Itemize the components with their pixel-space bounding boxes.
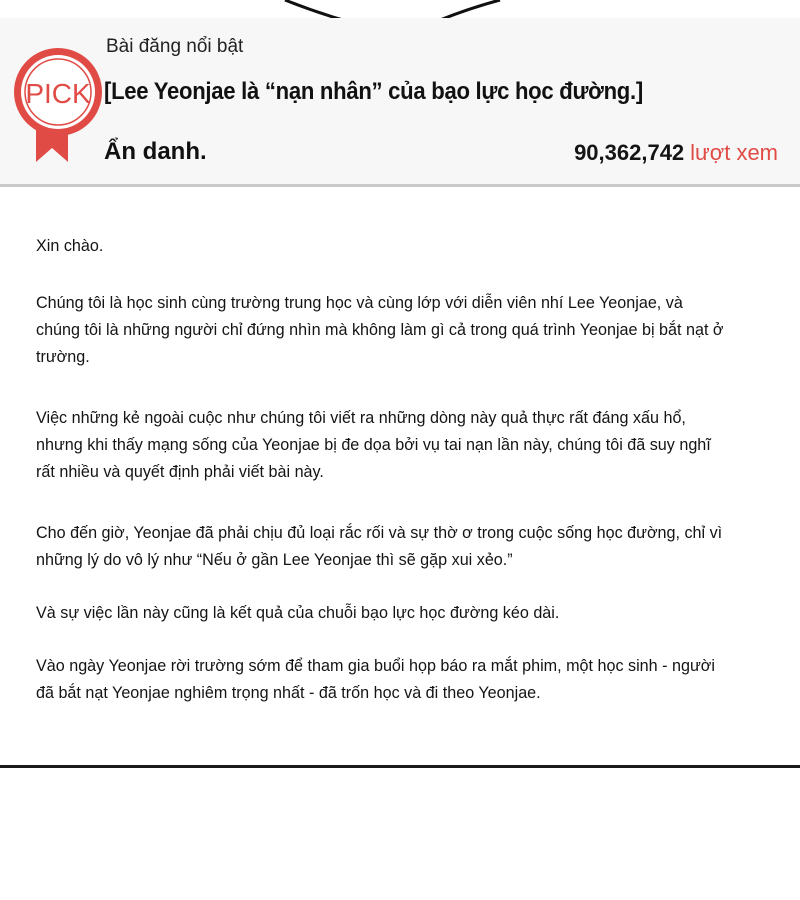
view-counter: [574, 140, 778, 166]
body-paragraph-2: Việc những kẻ ngoài cuộc như chúng tôi viết ra những dòng này quả thực rất đáng xấu hổ, nhưng khi thấy mạng sống của Yeonjae bị đe dọa bởi vụ tai nạn lần này, chúng tôi đã suy nghĩ rất nhiều và quyết định phải viết bài này.: [36, 408, 711, 481]
panel-border-line: [0, 765, 800, 768]
body-paragraph-4: Và sự việc lần này cũng là kết quả của chuỗi bạo lực học đường kéo dài.: [36, 603, 560, 622]
view-count: 90,362,742: [574, 140, 685, 165]
post-body: [36, 232, 730, 706]
body-paragraph-1: Chúng tôi là học sinh cùng trường trung học và cùng lớp với diễn viên nhí Lee Yeonjae, và chúng tôi là những người chỉ đứng nhìn mà không làm gì cả trong quá trình Yeonjae bị bắt nạt ở trường.: [36, 293, 724, 366]
pick-badge-text: PICK: [25, 78, 91, 109]
featured-label: Bài đăng nổi bật: [106, 36, 244, 57]
pick-ribbon-icon: [10, 44, 110, 164]
view-unit: lượt xem: [690, 140, 778, 165]
post-title[interactable]: [Lee Yeonjae là “nạn nhân” của bạo lực học đường.]: [104, 78, 643, 105]
body-paragraph-3: Cho đến giờ, Yeonjae đã phải chịu đủ loại rắc rối và sự thờ ơ trong cuộc sống học đường, chỉ vì những lý do vô lý như “Nếu ở gần Lee Yeonjae thì sẽ gặp xui xẻo.”: [36, 523, 723, 569]
post-author: Ẩn danh.: [104, 138, 207, 165]
greeting-paragraph: Xin chào.: [36, 236, 104, 255]
body-paragraph-5: Vào ngày Yeonjae rời trường sớm để tham gia buổi họp báo ra mắt phim, một học sinh - người đã bắt nạt Yeonjae nghiêm trọng nhất - đã trốn học và đi theo Yeonjae.: [36, 656, 715, 702]
featured-post-header[interactable]: [0, 18, 800, 187]
